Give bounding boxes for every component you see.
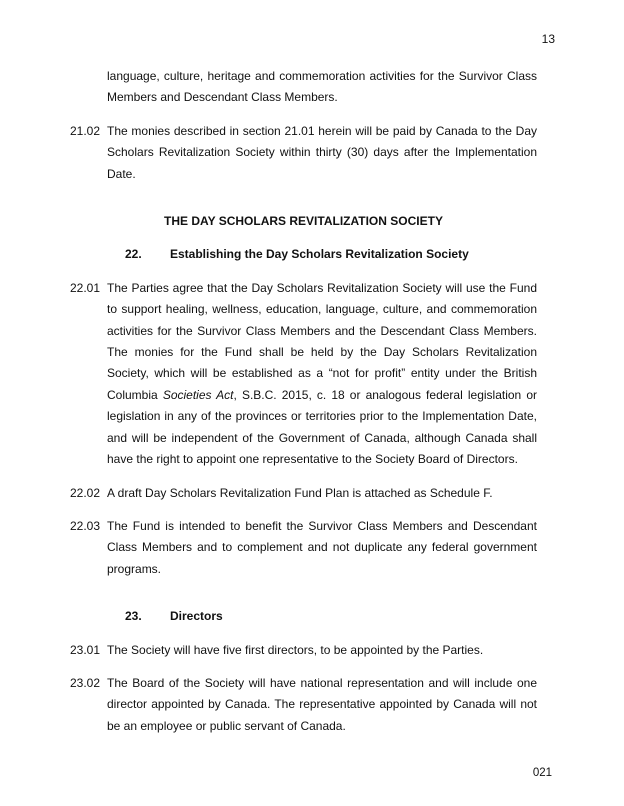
paragraph-number-empty: [70, 66, 107, 109]
section-heading-22: [125, 244, 537, 265]
paragraph-text: The Society will have five first directors, to be appointed by the Parties.: [107, 642, 484, 657]
paragraph-text: The Fund is intended to benefit the Survivor Class Members and Descendant Class Members and to complement and not duplicate any federal government programs.: [107, 518, 537, 576]
paragraph-text: [107, 278, 537, 471]
paragraph-number: 22.01: [70, 280, 101, 295]
heading-number: 23.: [125, 609, 142, 624]
paragraph-22-01: [70, 278, 537, 471]
document-content: [70, 66, 537, 749]
paragraph-text: The Board of the Society will have national representation and will include one director appointed by Canada. The representative appointed by Canada will not be an employee or public servant of Canada.: [107, 675, 537, 733]
paragraph-continuation: [70, 66, 537, 109]
heading-title: Establishing the Day Scholars Revitalization Society: [170, 247, 469, 262]
bates-number: 021: [532, 767, 552, 779]
paragraph-text-after-italic: , S.B.C. 2015, c. 18 or analogous federal legislation or legislation in any of the provinces or territories prior to the Implementation Date, and will be independent of the Government of Canada, although Canada shall have the right to appoint one representative to the Society Board of Directors.: [107, 387, 538, 467]
statute-name-italic: Societies Act: [162, 387, 234, 402]
paragraph-23-01: [70, 640, 537, 661]
paragraph-text: language, culture, heritage and commemoration activities for the Survivor Class Members and Descendant Class Members.: [107, 69, 537, 105]
paragraph-23-02: [70, 673, 537, 737]
section-heading-23: [125, 606, 537, 627]
paragraph-number: 23.02: [70, 675, 101, 690]
paragraph-22-02: [70, 483, 537, 504]
section-heading-society: THE DAY SCHOLARS REVITALIZATION SOCIETY: [164, 214, 443, 229]
paragraph-number: 21.02: [70, 123, 101, 138]
paragraph-number: 23.01: [70, 642, 101, 657]
paragraph-number: 22.02: [70, 485, 101, 500]
paragraph-22-03: [70, 516, 537, 580]
page-number: 13: [541, 32, 555, 46]
paragraph-21-02: [70, 121, 537, 185]
paragraph-number: 22.03: [70, 518, 101, 533]
heading-title: Directors: [170, 609, 223, 624]
paragraph-text: A draft Day Scholars Revitalization Fund Plan is attached as Schedule F.: [107, 485, 493, 500]
paragraph-text: The monies described in section 21.01 herein will be paid by Canada to the Day Scholars Revitalization Society within thirty (30) days after the Implementation Date.: [107, 123, 537, 181]
paragraph-text-before-italic: The Parties agree that the Day Scholars Revitalization Society will use the Fund to support healing, wellness, education, language, culture, and commemoration activities for the Survivor Class Members and the Descendant Class Members. The monies for the Fund shall be held by the Day Scholars Revitalization Society, which will be established as a “not for profit” entity under the British Columbia: [107, 280, 537, 402]
heading-number: 22.: [125, 247, 142, 262]
